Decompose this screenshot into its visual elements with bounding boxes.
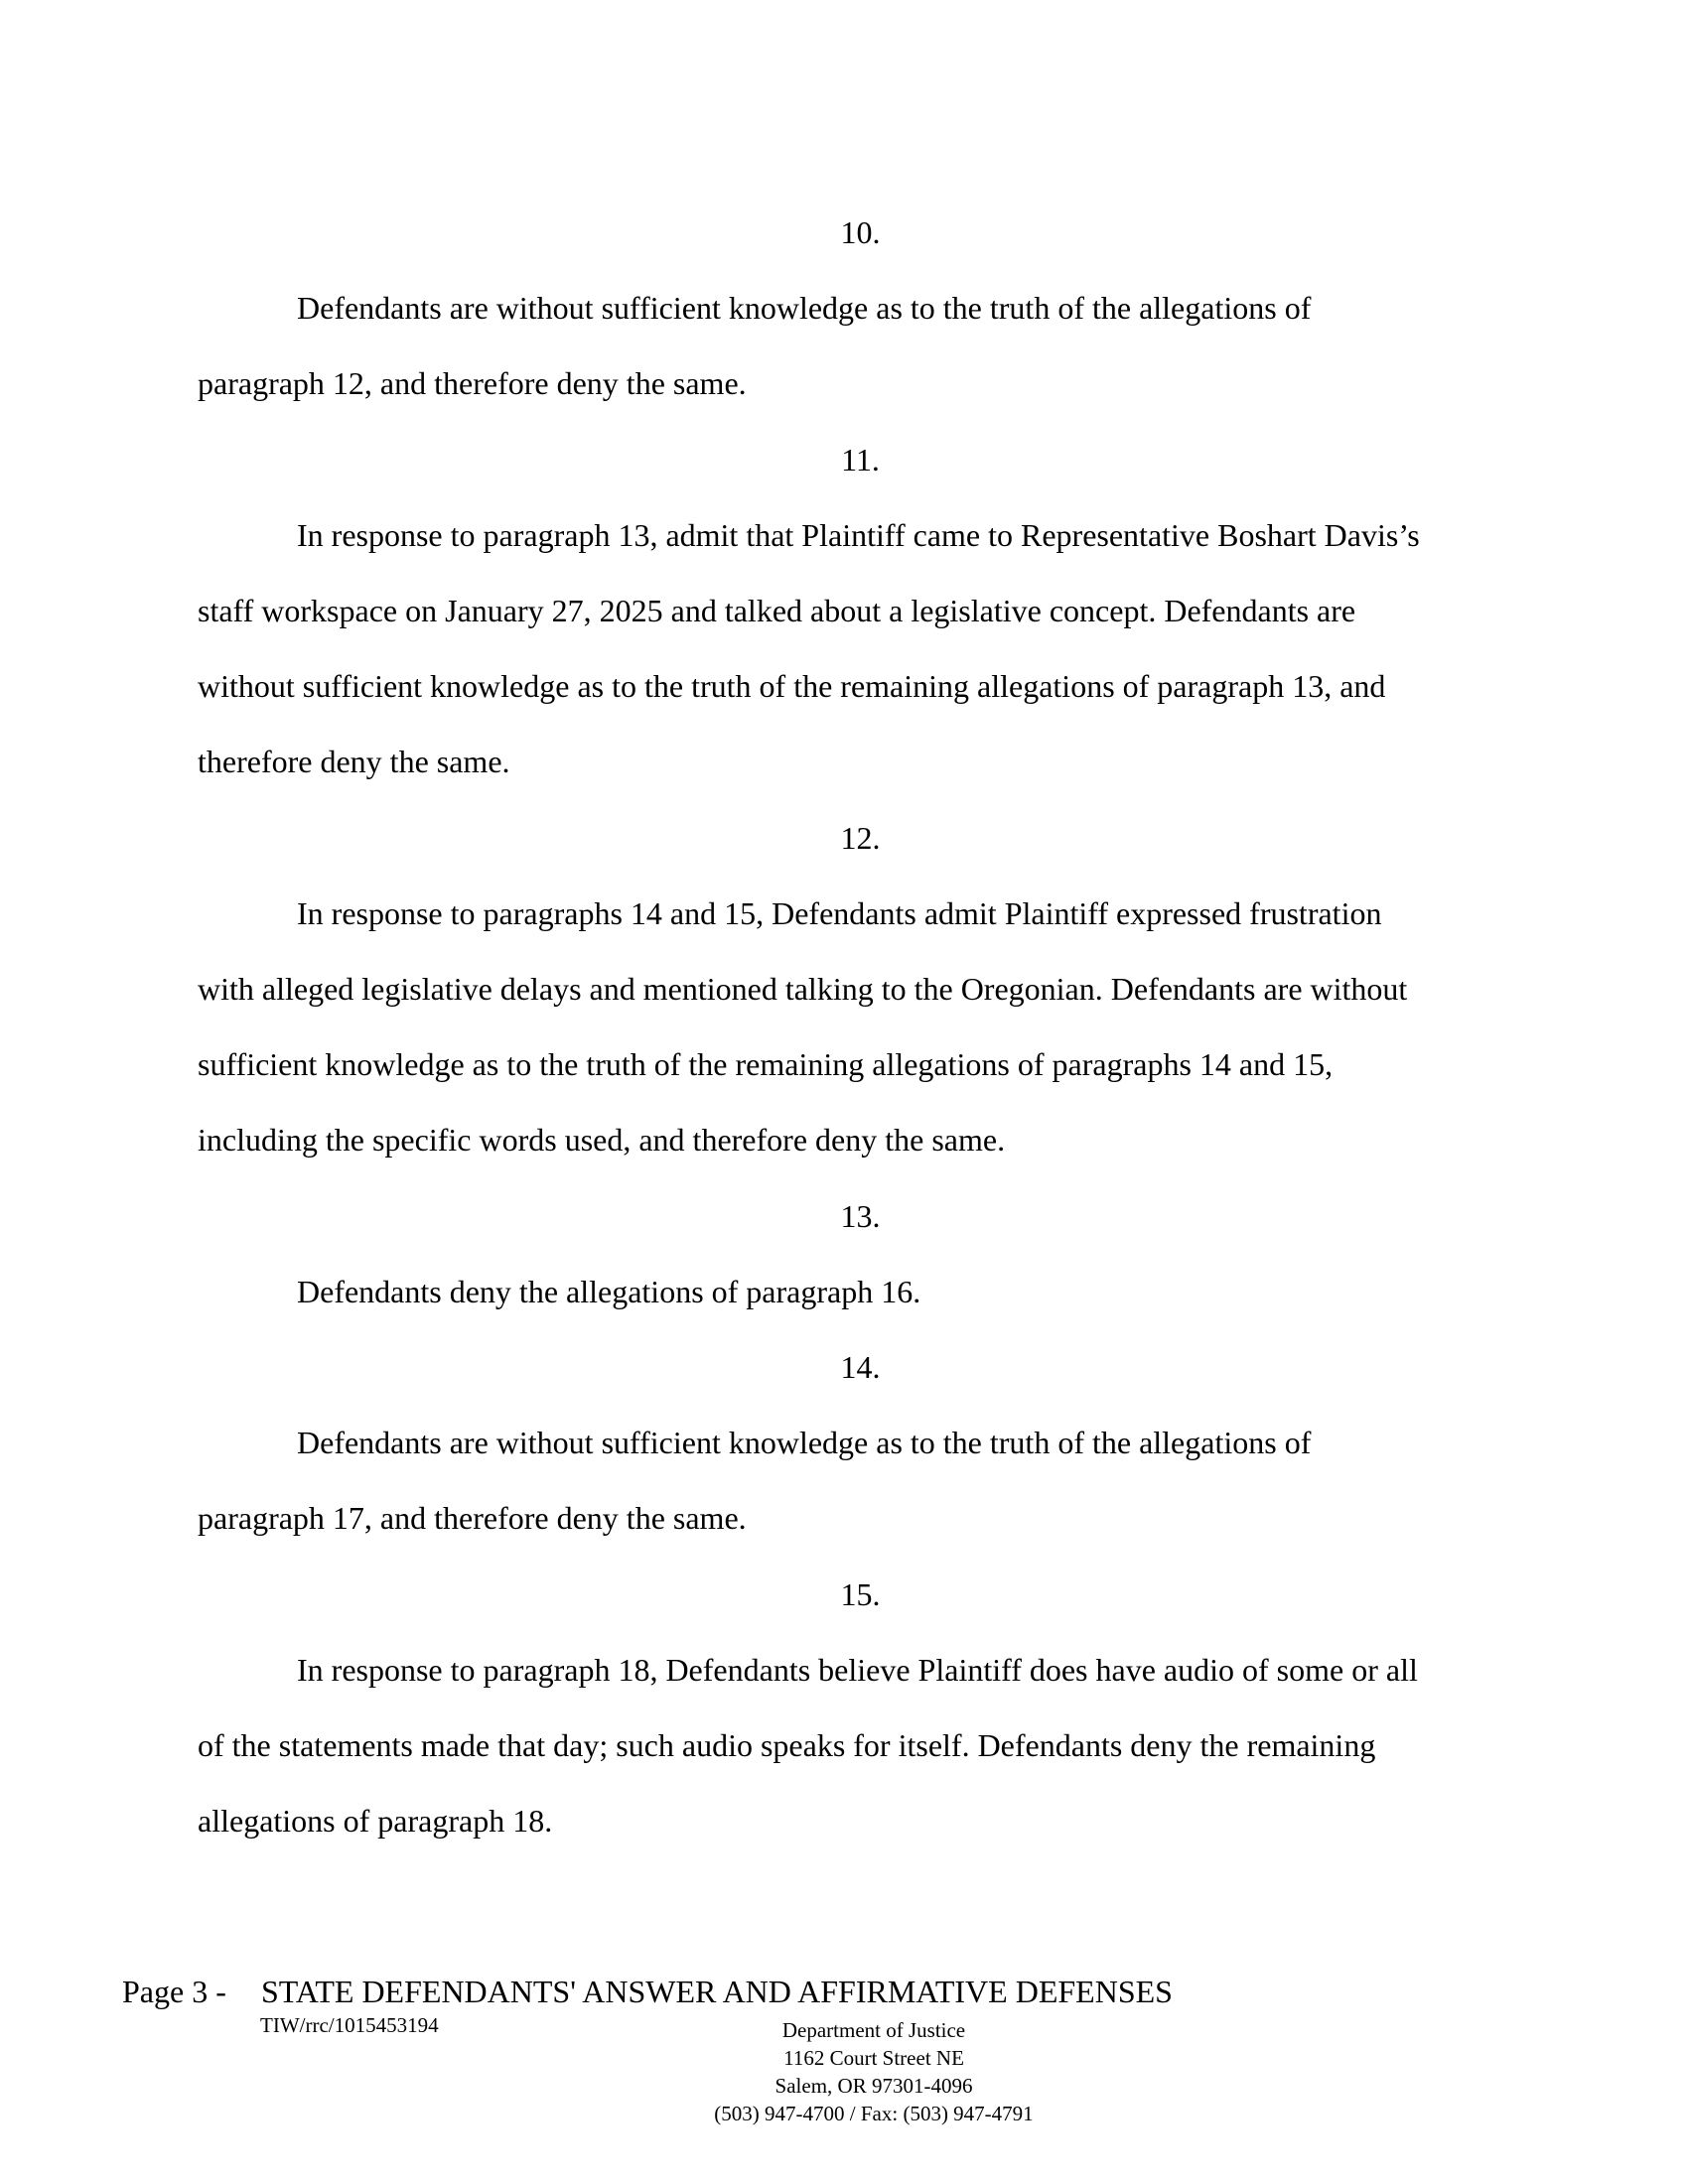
- text-line: Defendants are without sufficient knowledge as to the truth of the allegations of: [297, 1425, 1312, 1461]
- paragraph-text: [198, 497, 1474, 800]
- office-address: [626, 2016, 1122, 2127]
- text-line: In response to paragraph 18, Defendants believe Plaintiff does have audio of some or all: [297, 1651, 1418, 1688]
- office-phone-fax: (503) 947-4700 / Fax: (503) 947-4791: [714, 2102, 1034, 2125]
- paragraph-text: [198, 270, 1474, 421]
- paragraph-number: 13.: [840, 1197, 881, 1234]
- text-line: paragraph 17, and therefore deny the same.: [198, 1500, 747, 1537]
- footer-title: [122, 1974, 1173, 2010]
- document-body: [198, 195, 1474, 1858]
- paragraph-number: 12.: [840, 819, 881, 856]
- office-city: Salem, OR 97301-4096: [774, 2074, 973, 2098]
- text-line: In response to paragraph 13, admit that Plaintiff came to Representative Boshart Davis’s: [297, 516, 1420, 553]
- text-line: of the statements made that day; such audio speaks for itself. Defendants deny the remaining: [198, 1727, 1376, 1764]
- paragraph-number: 14.: [840, 1349, 881, 1386]
- office-street: 1162 Court Street NE: [783, 2046, 964, 2070]
- text-line: sufficient knowledge as to the truth of the remaining allegations of paragraphs 14 and 15,: [198, 1046, 1334, 1083]
- document-title: STATE DEFENDANTS' ANSWER AND AFFIRMATIVE DEFENSES: [261, 1974, 1173, 2009]
- text-line: In response to paragraphs 14 and 15, Defendants admit Plaintiff expressed frustration: [297, 894, 1382, 931]
- paragraph-text: [198, 1405, 1474, 1556]
- text-line: paragraph 12, and therefore deny the same.: [198, 365, 747, 402]
- paragraph-text: [198, 1254, 1474, 1329]
- paragraph-text: [198, 1632, 1474, 1859]
- text-line: including the specific words used, and therefore deny the same.: [198, 1122, 1006, 1159]
- paragraph-text: [198, 876, 1474, 1178]
- text-line: with alleged legislative delays and mentioned talking to the Oregonian. Defendants are without: [198, 971, 1408, 1008]
- paragraph-number: 11.: [841, 441, 880, 478]
- document-reference: TIW/rrc/1015453194: [260, 2013, 439, 2037]
- paragraph-number: 15.: [840, 1575, 881, 1612]
- text-line: Defendants deny the allegations of paragraph 16.: [297, 1273, 921, 1309]
- text-line: therefore deny the same.: [198, 744, 510, 780]
- text-line: Defendants are without sufficient knowledge as to the truth of the allegations of: [297, 290, 1312, 327]
- office-name: Department of Justice: [781, 2018, 966, 2042]
- text-line: staff workspace on January 27, 2025 and talked about a legislative concept. Defendants are: [198, 593, 1356, 629]
- page-label: Page 3 -: [122, 1974, 226, 2009]
- paragraph-number: 10.: [840, 214, 881, 250]
- text-line: without sufficient knowledge as to the truth of the remaining allegations of paragraph 13, and: [198, 668, 1386, 705]
- text-line: allegations of paragraph 18.: [198, 1803, 553, 1840]
